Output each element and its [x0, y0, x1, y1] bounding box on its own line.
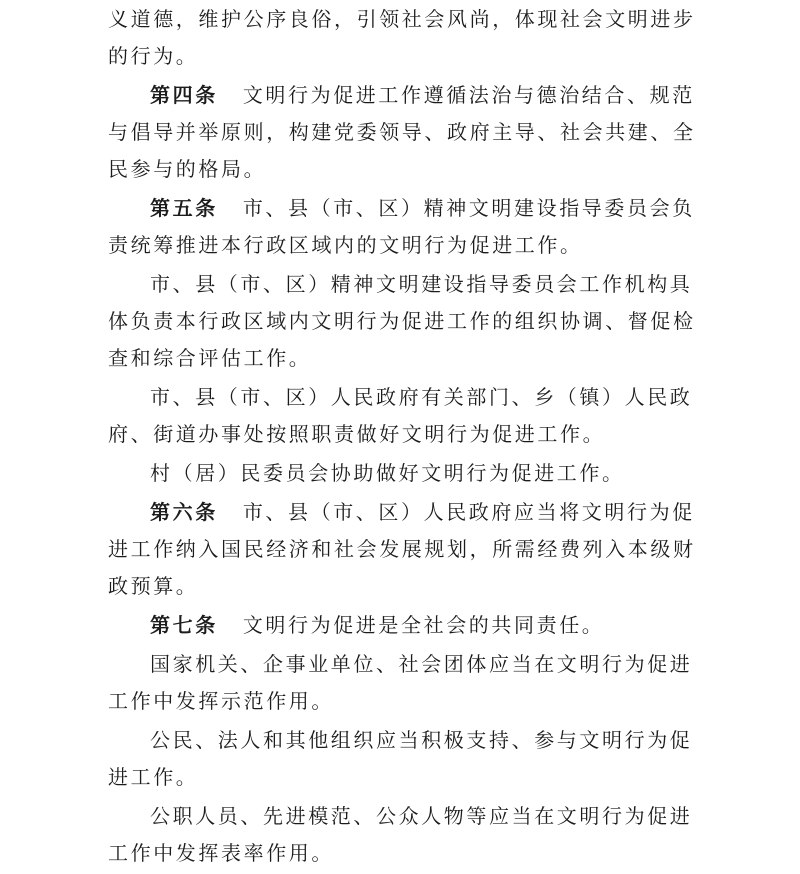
text-line: 市、县（市、区）人民政府有关部门、乡（镇）人民政: [150, 385, 693, 409]
text-line: 公职人员、先进模范、公众人物等应当在文明行为促进: [150, 804, 693, 828]
text-line: [108, 494, 708, 531]
text-line: [108, 190, 708, 227]
article-heading: 第四条: [150, 83, 218, 107]
text-line: 义道德，维护公序良俗，引领社会风尚，体现社会文明进步: [108, 7, 696, 31]
article-7-paragraph-3: [108, 722, 708, 796]
text-line: 体负责本行政区域内文明行为促进工作的组织协调、督促检: [108, 309, 696, 333]
text-line: 工作中发挥示范作用。: [108, 689, 334, 713]
article-4-paragraph-1: [108, 77, 708, 188]
article-7-paragraph-1: [108, 607, 708, 644]
article-5-paragraph-3: [108, 379, 708, 453]
text-line: 公民、法人和其他组织应当积极支持、参与文明行为促: [150, 728, 693, 752]
article-7-paragraph-4: [108, 798, 708, 872]
text-line: 民参与的格局。: [108, 157, 267, 181]
text-line: 与倡导并举原则，构建党委领导、政府主导、社会共建、全: [108, 120, 696, 144]
continuation-paragraph: [108, 1, 708, 75]
text-line: 查和综合评估工作。: [108, 346, 312, 370]
text-line: 进工作。: [108, 765, 199, 789]
text-line: [108, 607, 708, 644]
line-text: 市、县（市、区）人民政府应当将文明行为促: [242, 500, 695, 524]
article-5-paragraph-1: [108, 190, 708, 264]
text-line: 府、街道办事处按照职责做好文明行为促进工作。: [108, 422, 606, 446]
line-text: 文明行为促进是全社会的共同责任。: [242, 613, 605, 637]
article-heading: 第五条: [150, 196, 218, 220]
text-line: 村（居）民委员会协助做好文明行为促进工作。: [150, 461, 625, 485]
text-line: 的行为。: [108, 44, 199, 68]
article-5-paragraph-2: [108, 266, 708, 377]
text-line: 进工作纳入国民经济和社会发展规划，所需经费列入本级财: [108, 537, 696, 561]
text-line: [108, 77, 708, 114]
text-line: 责统筹推进本行政区域内的文明行为促进工作。: [108, 233, 583, 257]
article-5-paragraph-4: [108, 455, 708, 492]
article-heading: 第七条: [150, 613, 218, 637]
text-line: 国家机关、企事业单位、社会团体应当在文明行为促进: [150, 652, 693, 676]
line-text: 文明行为促进工作遵循法治与德治结合、规范: [242, 83, 695, 107]
article-heading: 第六条: [150, 500, 218, 524]
text-line: 市、县（市、区）精神文明建设指导委员会工作机构具: [150, 272, 693, 296]
text-line: 工作中发挥表率作用。: [108, 841, 334, 865]
line-text: 市、县（市、区）精神文明建设指导委员会负: [242, 196, 695, 220]
article-7-paragraph-2: [108, 646, 708, 720]
document-page: [108, 1, 708, 874]
article-6-paragraph-1: [108, 494, 708, 605]
text-line: 政预算。: [108, 574, 199, 598]
